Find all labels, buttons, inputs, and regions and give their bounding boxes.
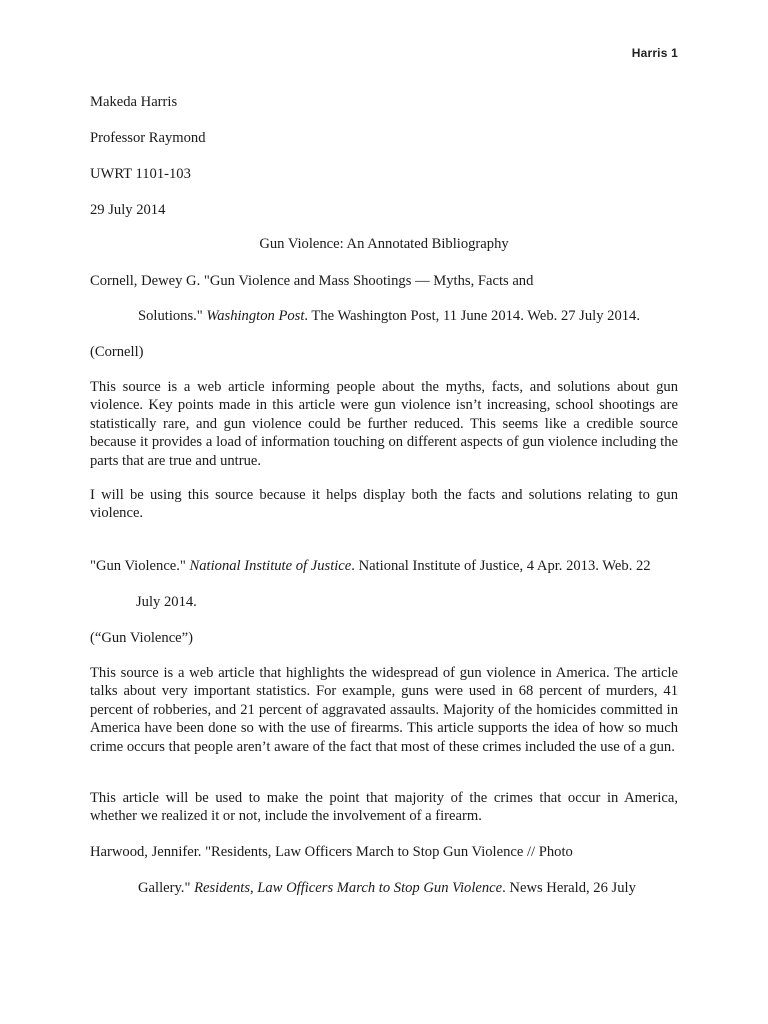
annotation-2-use: This article will be used to make the point that majority of the crimes that occur in America, whether we realized it or not, include the involvement of a firearm. [90,790,678,825]
citation-3-details: . News Herald, 26 July [502,880,636,896]
running-header-page-number: Harris 1 [631,46,678,60]
citation-2-line-1 [90,557,651,575]
citation-1-in-text: (Cornell) [90,344,144,360]
citation-2-in-text: (“Gun Violence”) [90,630,193,646]
citation-3-text: Gallery." [138,880,195,896]
date: 29 July 2014 [90,202,166,218]
instructor-name: Professor Raymond [90,130,206,146]
citation-1-details: . The Washington Post, 11 June 2014. Web. 27 July 2014. [304,308,640,324]
citation-1-publication: Washington Post [206,308,305,324]
citation-1-text: Solutions." [138,308,207,324]
document-title: Gun Violence: An Annotated Bibliography [259,236,509,252]
citation-2-title: "Gun Violence." [90,558,190,574]
annotation-2-summary: This source is a web article that highlights the widespread of gun violence in America. The article talks about very important statistics. For example, guns were used in 68 percent of murders, 41 percent of robberies, and 21 percent of aggravated assaults. Majority of the homicides committed in America have been done so with the use of firearms. This article supports the idea of how so much crime occurs that people aren’t aware of the fact that most of these crimes included the use of a gun. [90,665,678,755]
citation-2-publication: National Institute of Justice [189,558,352,574]
citation-3-line-1: Harwood, Jennifer. "Residents, Law Officers March to Stop Gun Violence // Photo [90,844,573,860]
citation-3-publication: Residents, Law Officers March to Stop Gun Violence [194,880,503,896]
annotation-1-use: I will be using this source because it helps display both the facts and solutions relating to gun violence. [90,487,678,522]
course-code: UWRT 1101-103 [90,166,191,182]
author-name: Makeda Harris [90,94,178,110]
citation-1-line-2 [138,307,640,325]
citation-2-details: . National Institute of Justice, 4 Apr. 2013. Web. 22 [351,558,651,574]
citation-1-line-1: Cornell, Dewey G. "Gun Violence and Mass Shootings — Myths, Facts and [90,273,534,289]
annotation-1-summary: This source is a web article informing people about the myths, facts, and solutions about gun violence. Key points made in this article were gun violence isn’t increasing, school shootings are statistically rare, and gun violence could be further reduced. This seems like a credible source because it provides a load of information touching on different aspects of gun violence including the parts that are true and untrue. [90,379,678,469]
citation-3-line-2 [138,879,636,897]
citation-2-line-2: July 2014. [136,594,197,610]
